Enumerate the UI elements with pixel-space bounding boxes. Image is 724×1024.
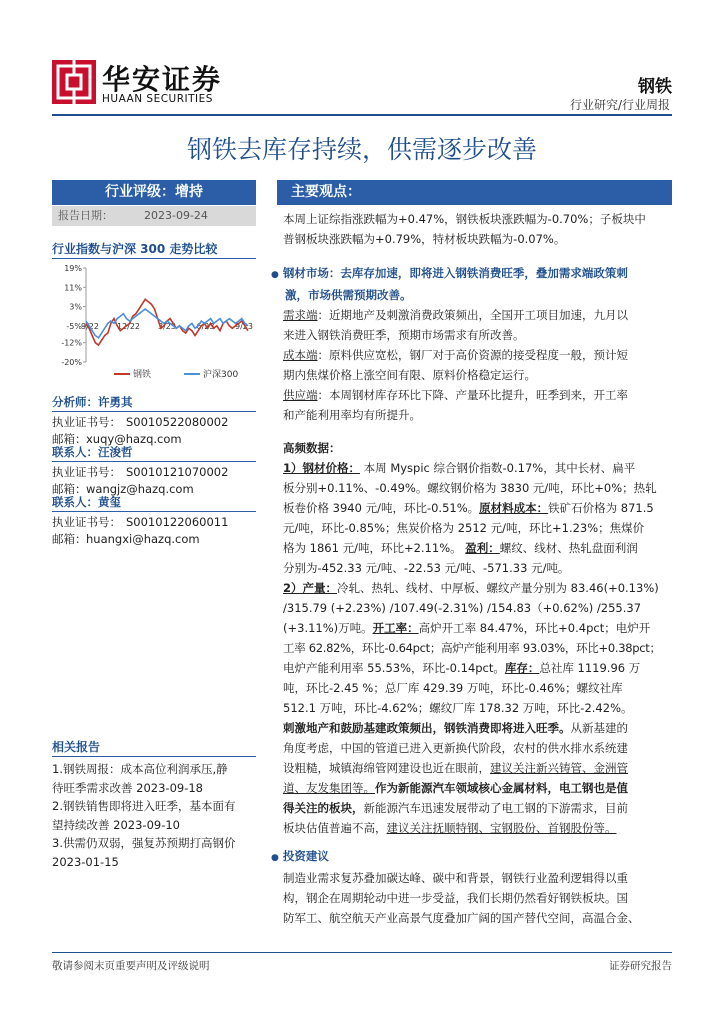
related-report-item[interactable]	[52, 834, 262, 871]
analyst-name: 汪浚哲	[98, 445, 133, 459]
market-section	[271, 263, 676, 425]
logo-cn: 华安证券	[102, 63, 223, 96]
main-heading	[277, 180, 672, 205]
related-line: 待旺季需求改善 2023-09-18	[52, 780, 203, 795]
analyst-cert-row	[52, 464, 256, 481]
logo-en: HUAAN SECURITIES	[102, 93, 213, 105]
analyst-entry	[52, 494, 256, 547]
analyst-cert-label: 执业证书号：	[52, 515, 121, 529]
hf-text: 本周 Myspic 综合钢价指数-0.17%，其中长材、扁平	[360, 461, 636, 475]
analyst-cert-row	[52, 514, 256, 531]
hf-title: 高频数据：	[283, 441, 341, 455]
cost-text: ：原料供应宽松，钢厂对于高价资源的接受程度一般，预计短	[317, 348, 628, 362]
hf-text: 从新基建的	[570, 721, 628, 735]
utilization-label: 开工率：	[372, 621, 419, 635]
analyst-role: 联系人：	[52, 495, 98, 509]
high-frequency-section	[283, 438, 678, 838]
logo	[52, 60, 96, 104]
related-line: 2.钢铁销售即将进入旺季，基本面有	[52, 799, 236, 813]
hf-text: 板卷价格 3940 元/吨，环比-0.51%。	[283, 501, 480, 515]
analyst-cert: S0010121070002	[126, 465, 229, 479]
analyst-name: 黄玺	[98, 495, 121, 509]
hf-text: 总社库 1119.96 万	[539, 661, 641, 675]
intro-line: 本周上证综指涨跌幅为+0.47%，钢铁板块涨跌幅为-0.70%；子板块中	[283, 212, 646, 226]
analyst-role: 分析师：	[52, 395, 98, 409]
bullet-icon: ●	[271, 270, 279, 280]
hf-text: /315.79 (+2.23%) /107.49(-2.31%) /154.83（+0.62%) /255.37	[283, 601, 642, 615]
hf-text: 铁矿石价格为 871.5	[548, 501, 654, 515]
market-title-line1: 钢材市场：去库存加速，即将进入钢铁消费旺季，叠加需求端政策刺	[282, 266, 628, 280]
related-report-item[interactable]	[52, 797, 262, 834]
related-report-item[interactable]	[52, 760, 262, 797]
y-tick-label: -5%	[66, 321, 82, 331]
related-line: 3.供需仍双弱，强复苏预期打高钢价	[52, 836, 236, 850]
analyst-role-row	[52, 494, 256, 511]
analyst-role: 联系人：	[52, 445, 98, 459]
page-title: 钢铁去库存持续，供需逐步改善	[186, 135, 537, 164]
x-tick-label: 6/23	[196, 321, 215, 331]
footer-disclaimer: 敬请参阅末页重要声明及评级说明	[52, 960, 210, 972]
x-tick-label: 3/23	[158, 321, 176, 331]
market-title-line2: 激，市场供需预期改善。	[285, 288, 412, 302]
analyst-cert-label: 执业证书号：	[52, 465, 121, 479]
chart-title-rule	[52, 258, 256, 259]
hf-text: 设粗糙，城镇海绵管网建设也近在眼前，	[283, 761, 490, 775]
hf-text: 高炉开工率 84.47%，环比+0.4pct；电炉开	[418, 621, 651, 635]
industry-index-chart	[52, 260, 256, 390]
profit-label: 盈利：	[465, 541, 500, 555]
related-line: 望持续改善 2023-09-10	[52, 817, 180, 832]
analyst-role-row	[52, 394, 256, 411]
demand-label: 需求端	[283, 308, 318, 322]
hf-text: 角度考虑，中国的管道已进入更新换代阶段，农村的供水排水系统建	[283, 741, 628, 755]
header-rule	[52, 114, 672, 116]
hf-text: 板分别+0.11%、-0.49%。螺纹钢价格为 3830 元/吨，环比+0%；热轧	[283, 481, 657, 495]
demand-text: ：近期地产及刺激消费政策频出，全国开工项目加速，九月以	[317, 308, 628, 322]
supply-text: ：本周钢材库存环比下降、产量环比提升，旺季到来，开工率	[317, 388, 628, 402]
legend-label: 钢铁	[133, 370, 152, 380]
x-tick-label: 9/22	[81, 321, 99, 331]
output-label: 2）产量：	[283, 581, 338, 595]
analyst-mail-label: 邮箱：	[52, 532, 87, 546]
hf-text: 元/吨，环比-0.85%；焦炭价格为 2512 元/吨，环比+1.23%；焦煤价	[283, 521, 645, 535]
analyst-entry	[52, 394, 256, 447]
analyst-cert-row	[52, 414, 256, 431]
hf-recommend: 建议关注新兴铸管、金洲管	[490, 761, 628, 775]
hf-text: 电炉产能利用率 55.53%，环比-0.14pct。	[283, 661, 505, 675]
invest-title	[271, 846, 676, 868]
related-line: 2023-01-15	[52, 854, 119, 869]
invest-line: 防军工、航空航天产业高景气度叠加广阔的国产替代空间，高温合金、	[283, 911, 640, 925]
y-tick-label: 3%	[69, 302, 82, 312]
x-tick-label: 12/22	[116, 321, 141, 331]
rating-box	[52, 180, 256, 205]
y-tick-label: 11%	[64, 283, 82, 293]
bullet-icon: ●	[271, 853, 279, 863]
y-tick-label: -20%	[61, 358, 82, 367]
intro-line: 普钢板块涨跌幅为+0.79%，特材板块跌幅为-0.07%。	[283, 232, 566, 246]
hf-text: 板块估值普遍不高，	[283, 821, 387, 835]
hf-text: (+3.11%)万吨。	[283, 621, 373, 635]
hf-text: 螺纹、线材、热轧盘面利润	[499, 541, 638, 555]
supply-label: 供应端	[283, 388, 318, 402]
report-date-value: 2023-09-24	[144, 209, 208, 222]
hf-emphasis: 刺激地产和鼓励基建政策频出，钢铁消费即将进入旺季。	[283, 721, 571, 735]
analyst-name: 许勇其	[98, 395, 133, 409]
legend-label: 沪深300	[203, 370, 239, 380]
y-tick-label: -12%	[61, 338, 82, 348]
rating-value: 增持	[175, 184, 203, 200]
hf-text: 格为 1861 元/吨，环比+2.11%。	[283, 541, 466, 555]
analyst-mail[interactable]: huangxi@hazq.com	[86, 532, 200, 546]
hf-text: 工率 62.82%，环比-0.64pct；高炉产能利用率 93.03%，环比+0.38pct；	[283, 641, 661, 655]
footer-rule	[52, 952, 672, 953]
hf-text: 分别为-452.33 元/吨、-22.53 元/吨、-571.33 元/吨。	[283, 561, 570, 575]
report-type: 行业研究/行业周报	[569, 98, 670, 112]
raw-cost-label: 原材料成本：	[479, 501, 549, 515]
analyst-role-row	[52, 444, 256, 461]
report-date-row	[52, 206, 256, 226]
analyst-mail-label: 邮箱：	[52, 482, 87, 496]
hf-text: 新能源汽车迅速发展带动了电工钢的下游需求，目前	[363, 801, 628, 815]
invest-section	[271, 846, 676, 928]
related-title: 相关报告	[52, 740, 101, 754]
hf-recommend: 道、友发集团等。	[283, 781, 375, 795]
main-heading-text: 主要观点：	[291, 184, 361, 200]
inventory-label: 库存：	[504, 661, 540, 675]
cost-text-2: 期内焦煤价格上涨空间有限、原料价格稳定运行。	[283, 368, 536, 382]
analyst-mail[interactable]: xuqy@hazq.com	[86, 432, 182, 446]
y-tick-label: 19%	[64, 264, 82, 273]
market-title	[271, 263, 676, 285]
related-rule	[52, 756, 256, 757]
chart-title: 行业指数与沪深 300 走势比较	[52, 242, 218, 256]
intro-para	[283, 209, 678, 249]
hf-text: 冷轧、热轧、线材、中厚板、螺纹产量分别为 83.46(+0.13%)	[337, 581, 659, 595]
hf-recommend: 建议关注抚顺特钢、宝钢股份、首钢股份等。	[386, 821, 617, 835]
hf-text: 512.1 万吨，环比-4.62%；螺纹厂库 178.32 万吨，环比-2.42%。	[283, 701, 633, 715]
report-date-label: 报告日期：	[58, 209, 113, 222]
analyst-mail[interactable]: wangjz@hazq.com	[86, 482, 194, 496]
hf-emphasis: 作为新能源汽车领域核心金属材料，电工钢也是值	[375, 781, 628, 795]
analyst-cert: S0010522080002	[126, 415, 229, 429]
supply-text-2: 和产能利用率均有所提升。	[283, 408, 421, 422]
cost-label: 成本端	[283, 348, 318, 362]
invest-line: 构，钢企在周期轮动中进一步受益，我们长期仍然看好钢铁板块。国	[283, 891, 628, 905]
price-label: 1）钢材价格：	[283, 461, 361, 475]
analyst-mail-label: 邮箱：	[52, 432, 87, 446]
analyst-mail-row	[52, 531, 256, 547]
hf-text: 吨，环比-2.45 %；总厂库 429.39 万吨，环比-0.46%；螺纹社库	[283, 681, 623, 695]
invest-line: 制造业需求复苏叠加碳达峰、碳中和背景，钢铁行业盈利逻辑得以重	[283, 871, 628, 885]
industry-label: 钢铁	[638, 77, 672, 97]
footer-report-type: 证券研究报告	[609, 960, 672, 972]
x-tick-label: 9/23	[235, 321, 253, 331]
analyst-cert: S0010122060011	[126, 515, 229, 529]
related-line: 1.钢铁周报：成本高位利润承压,静	[52, 762, 228, 776]
rating-label: 行业评级：	[105, 184, 175, 200]
related-list	[52, 760, 262, 871]
logo-emblem-icon	[52, 60, 96, 104]
hf-emphasis: 得关注的板块，	[283, 801, 364, 815]
analyst-cert-label: 执业证书号：	[52, 415, 121, 429]
invest-title-text: 投资建议	[282, 849, 329, 863]
demand-text-2: 来进入钢铁消费旺季，预期市场需求有所改善。	[283, 328, 525, 342]
analyst-entry	[52, 444, 256, 497]
